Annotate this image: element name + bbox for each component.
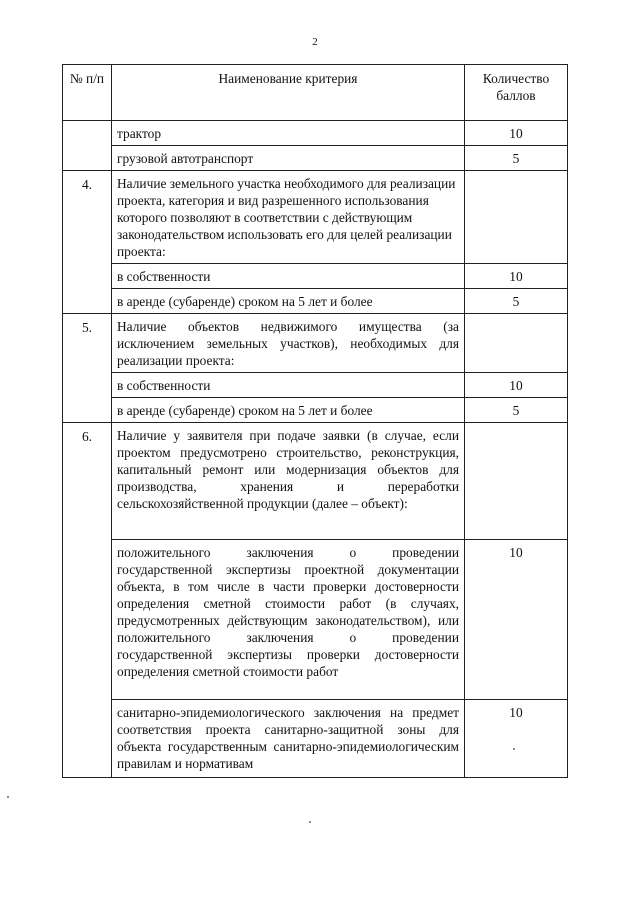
criterion-name: в аренде (субаренде) сроком на 5 лет и более — [112, 289, 465, 314]
row-number: 4. — [63, 171, 112, 314]
criterion-name: Наличие у заявителя при подаче заявки (в случае, если проектом предусмотрено строительство, реконструкция, капитальный ремонт или модернизация объектов для производства, хранения и переработки сельскохозяйственной продукции (далее – объект): — [112, 423, 465, 540]
criterion-name: трактор — [112, 121, 465, 146]
table-row — [63, 289, 568, 314]
criterion-score: 5 — [465, 398, 568, 423]
table-row — [63, 540, 568, 700]
criterion-score — [465, 423, 568, 540]
table-row — [63, 121, 568, 146]
row-number: 5. — [63, 314, 112, 423]
criterion-score — [465, 171, 568, 264]
criterion-score: 10 — [465, 700, 568, 778]
header-number: № п/п — [63, 65, 112, 121]
criterion-name: грузовой автотранспорт — [112, 146, 465, 171]
criterion-name: Наличие объектов недвижимого имущества (за исключением земельных участков), необходимых для реализации проекта: — [112, 314, 465, 373]
criterion-name: Наличие земельного участка необходимого для реализации проекта, категория и вид разрешенного использования которого позволяют в соответствии с действующим законодательством использовать его для целей реализации проекта: — [112, 171, 465, 264]
row-number — [63, 121, 112, 171]
criterion-score: 10 — [465, 540, 568, 700]
criterion-name: положительного заключения о проведении государственной экспертизы проектной документации объекта, в том числе в части проверки достоверности определения сметной стоимости работ (в случаях, предусмотренных действующим законодательством), или положительного заключения о проведении государственной экспертизы проверки достоверности определения сметной стоимости работ — [112, 540, 465, 700]
criterion-name: в собственности — [112, 373, 465, 398]
table-row — [63, 314, 568, 373]
table-row — [63, 423, 568, 540]
criterion-score: 10 — [465, 264, 568, 289]
criterion-name: в собственности — [112, 264, 465, 289]
criterion-score: 5 — [465, 289, 568, 314]
table-row — [63, 373, 568, 398]
table-row — [63, 700, 568, 778]
criterion-score: 10 — [465, 121, 568, 146]
table-row — [63, 171, 568, 264]
page-number: 2 — [312, 36, 318, 48]
criterion-name: в аренде (субаренде) сроком на 5 лет и более — [112, 398, 465, 423]
scan-speck — [513, 748, 515, 750]
table-row — [63, 264, 568, 289]
row-number: 6. — [63, 423, 112, 778]
table-row — [63, 146, 568, 171]
criterion-name: санитарно-эпидемиологического заключения на предмет соответствия проекта санитарно-защитной зоны для объекта государственным санитарно-эпидемиологическим правилам и нормативам — [112, 700, 465, 778]
table-row — [63, 398, 568, 423]
criterion-score — [465, 314, 568, 373]
table-header-row — [63, 65, 568, 121]
criterion-score: 5 — [465, 146, 568, 171]
criteria-table — [62, 64, 568, 778]
criterion-score: 10 — [465, 373, 568, 398]
header-score: Количество баллов — [465, 65, 568, 121]
header-criterion-name: Наименование критерия — [112, 65, 465, 121]
scan-speck — [7, 796, 9, 798]
scan-speck — [309, 821, 311, 823]
